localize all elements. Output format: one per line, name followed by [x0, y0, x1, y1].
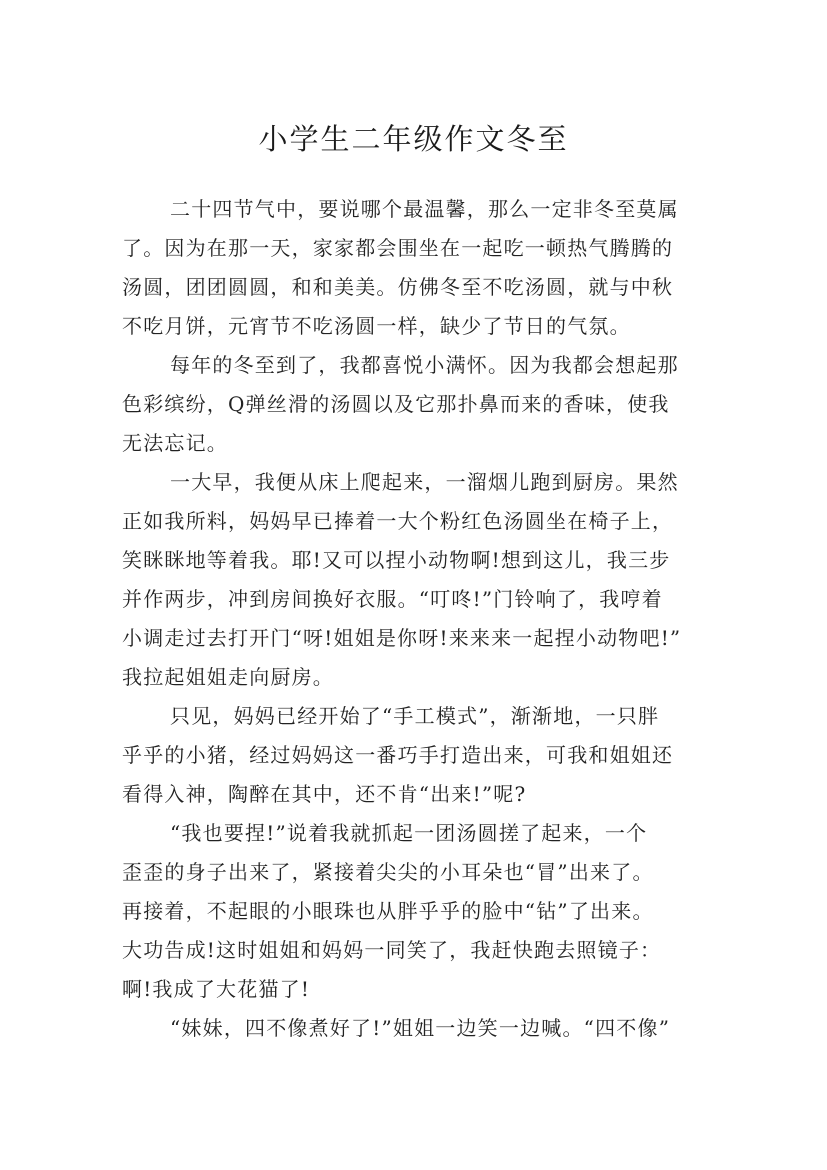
- text-line: 笑眯眯地等着我。耶!又可以捏小动物啊!想到这儿，我三步: [122, 548, 671, 572]
- text-line: 无法忘记。: [122, 431, 228, 455]
- text-line: 并作两步，冲到房间换好衣服。“叮咚!”门铃响了，我哼着: [122, 587, 663, 611]
- text-line: 大功告成!这时姐姐和妈妈一同笑了，我赶快跑去照镜子：: [122, 938, 662, 962]
- text-line: 每年的冬至到了，我都喜悦小满怀。因为我都会想起那: [170, 353, 679, 377]
- text-line: 了。因为在那一天，家家都会围坐在一起吃一顿热气腾腾的: [122, 236, 674, 260]
- text-line: 汤圆，团团圆圆，和和美美。仿佛冬至不吃汤圆，就与中秋: [122, 275, 674, 299]
- text-line: 二十四节气中，要说哪个最温馨，那么一定非冬至莫属: [170, 197, 679, 221]
- text-line: 小调走过去打开门“呀!姐姐是你呀!来来来一起捏小动物吧!”: [122, 626, 682, 650]
- text-line: 歪歪的身子出来了，紧接着尖尖的小耳朵也“冒”出来了。: [122, 860, 654, 884]
- text-line: 啊!我成了大花猫了!: [122, 977, 311, 1001]
- text-line: 再接着，不起眼的小眼珠也从胖乎乎的脸中“钻”了出来。: [122, 899, 654, 923]
- document-title: 小学生二年级作文冬至: [258, 122, 569, 157]
- text-line: 乎乎的小猪，经过妈妈这一番巧手打造出来，可我和姐姐还: [122, 743, 674, 767]
- document-body: [122, 190, 722, 1048]
- text-line: 正如我所料，妈妈早已捧着一大个粉红色汤圆坐在椅子上，: [122, 509, 674, 533]
- text-line: “我也要捏!”说着我就抓起一团汤圆搓了起来，一个: [170, 821, 648, 845]
- text-line: 一大早，我便从床上爬起来，一溜烟儿跑到厨房。果然: [170, 470, 679, 494]
- text-line: 色彩缤纷，Q弹丝滑的汤圆以及它那扑鼻而来的香味，使我: [122, 392, 670, 416]
- text-line: “妹妹，四不像煮好了!”姐姐一边笑一边喊。“四不像”: [170, 1016, 671, 1040]
- text-line: 只见，妈妈已经开始了“手工模式”，渐渐地，一只胖: [170, 704, 660, 728]
- text-line: 不吃月饼，元宵节不吃汤圆一样，缺少了节日的气氛。: [122, 314, 631, 338]
- text-line: 我拉起姐姐走向厨房。: [122, 665, 334, 689]
- text-line: 看得入神，陶醉在其中，还不肯“出来!”呢?: [122, 782, 527, 806]
